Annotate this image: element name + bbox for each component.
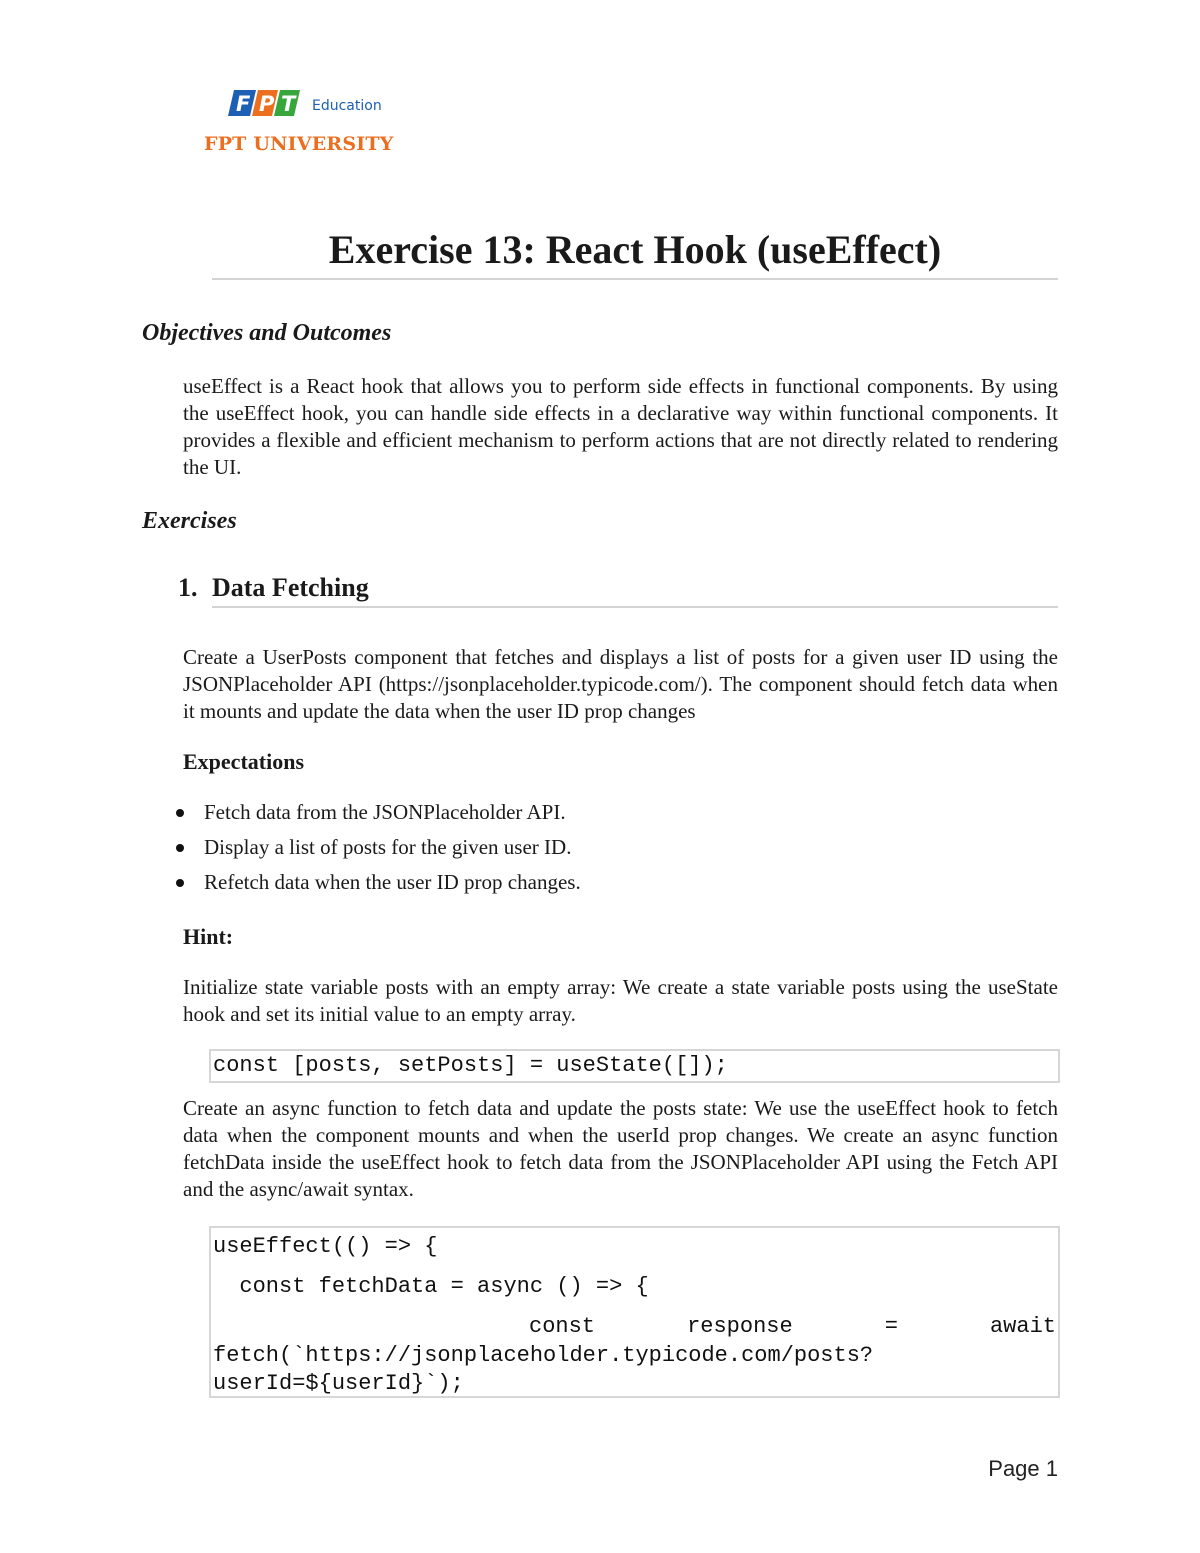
code-line: const [posts, setPosts] = useState([]); (213, 1053, 728, 1078)
university-name: FPT UNIVERSITY (204, 133, 394, 155)
code-line-justified (211, 1312, 1058, 1342)
code-line: const fetchData = async () => { (213, 1274, 649, 1299)
objectives-heading: Objectives and Outcomes (142, 320, 392, 346)
code-token: const (529, 1314, 596, 1339)
code-token: = (884, 1314, 898, 1339)
hint-text-2: Create an async function to fetch data and update the posts state: We use the useEffect hook to fetch data when the component mounts and when the userId prop changes. We create an async function fetchData inside the useEffect hook to fetch data from the JSONPlaceholder API using the Fetch API and the async/await syntax. (183, 1096, 1058, 1201)
list-item: Display a list of posts for the given user ID. (176, 834, 1056, 869)
title-divider (212, 278, 1058, 280)
section-title: Data Fetching (212, 573, 369, 602)
logo-sub-text: Education (312, 98, 382, 114)
fpt-logo-icon (228, 86, 408, 126)
list-item: Fetch data from the JSONPlaceholder API. (176, 799, 1056, 834)
section-description: Create a UserPosts component that fetches and displays a list of posts for a given user ID using the JSONPlaceholder API (https://jsonplaceholder.typicode.com/). The component should fetch data when it mounts and update the data when the user ID prop changes (183, 645, 1058, 723)
page-title: Exercise 13: React Hook (useEffect) (328, 227, 942, 272)
hint-heading: Hint: (183, 924, 234, 949)
code-line: userId=${userId}`); (213, 1371, 464, 1396)
code-block-useeffect (209, 1226, 1060, 1398)
logo-letter-f: F (236, 92, 251, 116)
section-number: 1. (178, 573, 198, 602)
section-heading (178, 572, 369, 604)
code-token: await (989, 1314, 1056, 1339)
code-token: response (687, 1314, 793, 1339)
code-line: fetch(`https://jsonplaceholder.typicode.com/posts? (213, 1343, 874, 1368)
logo-letter-p: P (259, 92, 275, 116)
expectations-list (176, 799, 1056, 904)
code-line: useEffect(() => { (213, 1234, 438, 1259)
hint-text-1: Initialize state variable posts with an empty array: We create a state variable posts using the useState hook and set its initial value to an empty array. (183, 975, 1058, 1026)
page-number: Page 1 (988, 1456, 1058, 1481)
fpt-education-logo (228, 86, 408, 126)
logo-letter-t: T (281, 92, 296, 116)
objectives-text: useEffect is a React hook that allows you to perform side effects in functional components. By using the useEffect hook, you can handle side effects in a declarative way within functional components. It provides a flexible and efficient mechanism to perform actions that are not directly related to rendering the UI. (183, 374, 1058, 479)
expectations-heading: Expectations (183, 749, 304, 774)
exercises-heading: Exercises (142, 508, 237, 534)
list-item: Refetch data when the user ID prop changes. (176, 869, 1056, 904)
code-block-usestate (209, 1049, 1060, 1083)
section-divider (212, 606, 1058, 608)
